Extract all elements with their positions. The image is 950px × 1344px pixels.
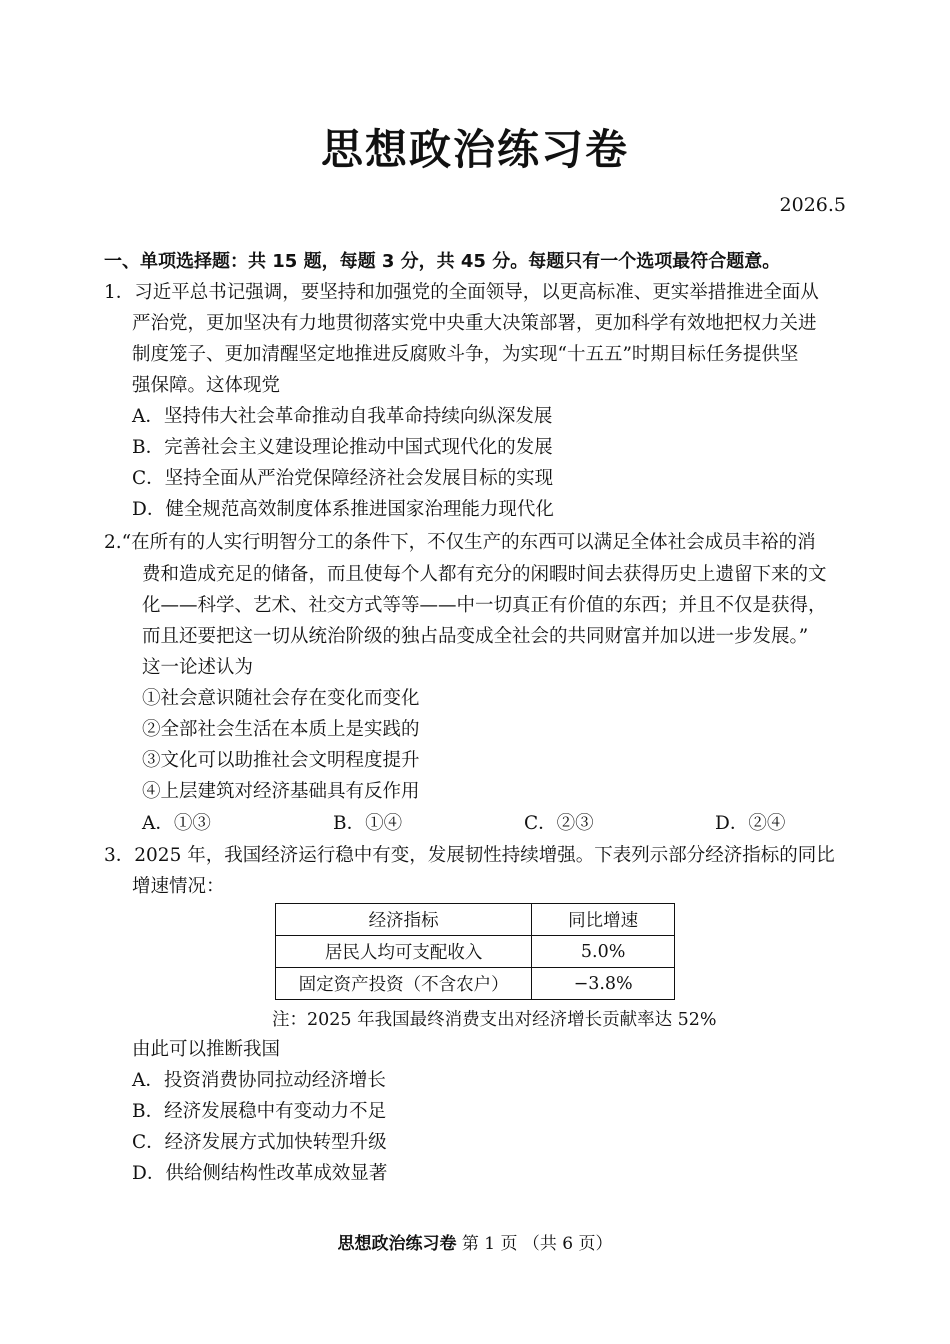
table-row — [276, 968, 675, 1000]
q3-stem-line: 3．2025 年，我国经济运行稳中有变，发展韧性持续增强。下表列示部分经济指标的同比 — [104, 845, 835, 866]
q3-option-d: D．供给侧结构性改革成效显著 — [132, 1163, 388, 1184]
q2-statement-2: ②全部社会生活在本质上是实践的 — [142, 719, 420, 740]
footer-title: 思想政治练习卷 — [337, 1234, 457, 1254]
page-title: 思想政治练习卷 — [320, 125, 629, 174]
q1-stem-line: 制度笼子、更加清醒坚定地推进反腐败斗争，为实现“十五五”时期目标任务提供坚 — [132, 344, 799, 365]
table-row — [276, 936, 675, 968]
q2-option-d: D．②④ — [715, 813, 786, 834]
economic-indicators-table — [275, 903, 675, 1000]
table-cell: 居民人均可支配收入 — [276, 936, 532, 968]
q1-stem-line: 强保障。这体现党 — [132, 375, 281, 396]
q1-stem-line: 严治党，更加坚决有力地贯彻落实党中央重大决策部署，更加科学有效地把权力关进 — [132, 313, 817, 334]
exam-date: 2026.5 — [779, 194, 846, 216]
q2-option-c: C．②③ — [524, 813, 594, 834]
q2-option-b: B．①④ — [333, 813, 403, 834]
table-cell: 5.0% — [532, 936, 675, 968]
q2-stem-line: 化——科学、艺术、社交方式等等——中一切真正有价值的东西；并且不仅是获得， — [142, 595, 827, 616]
q2-statement-4: ④上层建筑对经济基础具有反作用 — [142, 781, 420, 802]
q3-option-c: C．经济发展方式加快转型升级 — [132, 1132, 387, 1153]
q3-stem-line: 增速情况： — [132, 876, 225, 897]
q2-option-a: A．①③ — [142, 813, 211, 834]
q2-stem-line: 这一论述认为 — [142, 657, 254, 678]
table-header-row — [276, 904, 675, 936]
q2-stem-line: 2.“在所有的人实行明智分工的条件下，不仅生产的东西可以满足全体社会成员丰裕的消 — [104, 532, 816, 553]
q1-option-b: B．完善社会主义建设理论推动中国式现代化的发展 — [132, 437, 553, 458]
q3-option-b: B．经济发展稳中有变动力不足 — [132, 1101, 387, 1122]
q1-stem-line: 1．习近平总书记强调，要坚持和加强党的全面领导，以更高标准、更实举措推进全面从 — [104, 282, 819, 303]
q3-question-stem: 由此可以推断我国 — [132, 1039, 281, 1060]
q2-stem-line: 费和造成充足的储备，而且使每个人都有充分的闲暇时间去获得历史上遗留下来的文 — [142, 564, 827, 585]
q1-option-a: A．坚持伟大社会革命推动自我革命持续向纵深发展 — [132, 406, 553, 427]
table-header-cell: 同比增速 — [532, 904, 675, 936]
table-cell: 固定资产投资（不含农户） — [276, 968, 532, 1000]
table-cell: −3.8% — [532, 968, 675, 1000]
q3-option-a: A．投资消费协同拉动经济增长 — [132, 1070, 386, 1091]
q2-statement-1: ①社会意识随社会存在变化而变化 — [142, 688, 420, 709]
footer-page-number: 第 1 页 （共 6 页） — [461, 1234, 613, 1254]
section-heading: 一、单项选择题：共 15 题，每题 3 分，共 45 分。每题只有一个选项最符合题意。 — [104, 251, 781, 272]
table-header-cell: 经济指标 — [276, 904, 532, 936]
q1-option-c: C．坚持全面从严治党保障经济社会发展目标的实现 — [132, 468, 554, 489]
page-footer — [0, 1232, 950, 1256]
q1-option-d: D．健全规范高效制度体系推进国家治理能力现代化 — [132, 499, 554, 520]
table-note: 注：2025 年我国最终消费支出对经济增长贡献率达 52% — [272, 1010, 717, 1030]
q2-stem-line: 而且还要把这一切从统治阶级的独占品变成全社会的共同财富并加以进一步发展。” — [142, 626, 809, 647]
q2-statement-3: ③文化可以助推社会文明程度提升 — [142, 750, 420, 771]
